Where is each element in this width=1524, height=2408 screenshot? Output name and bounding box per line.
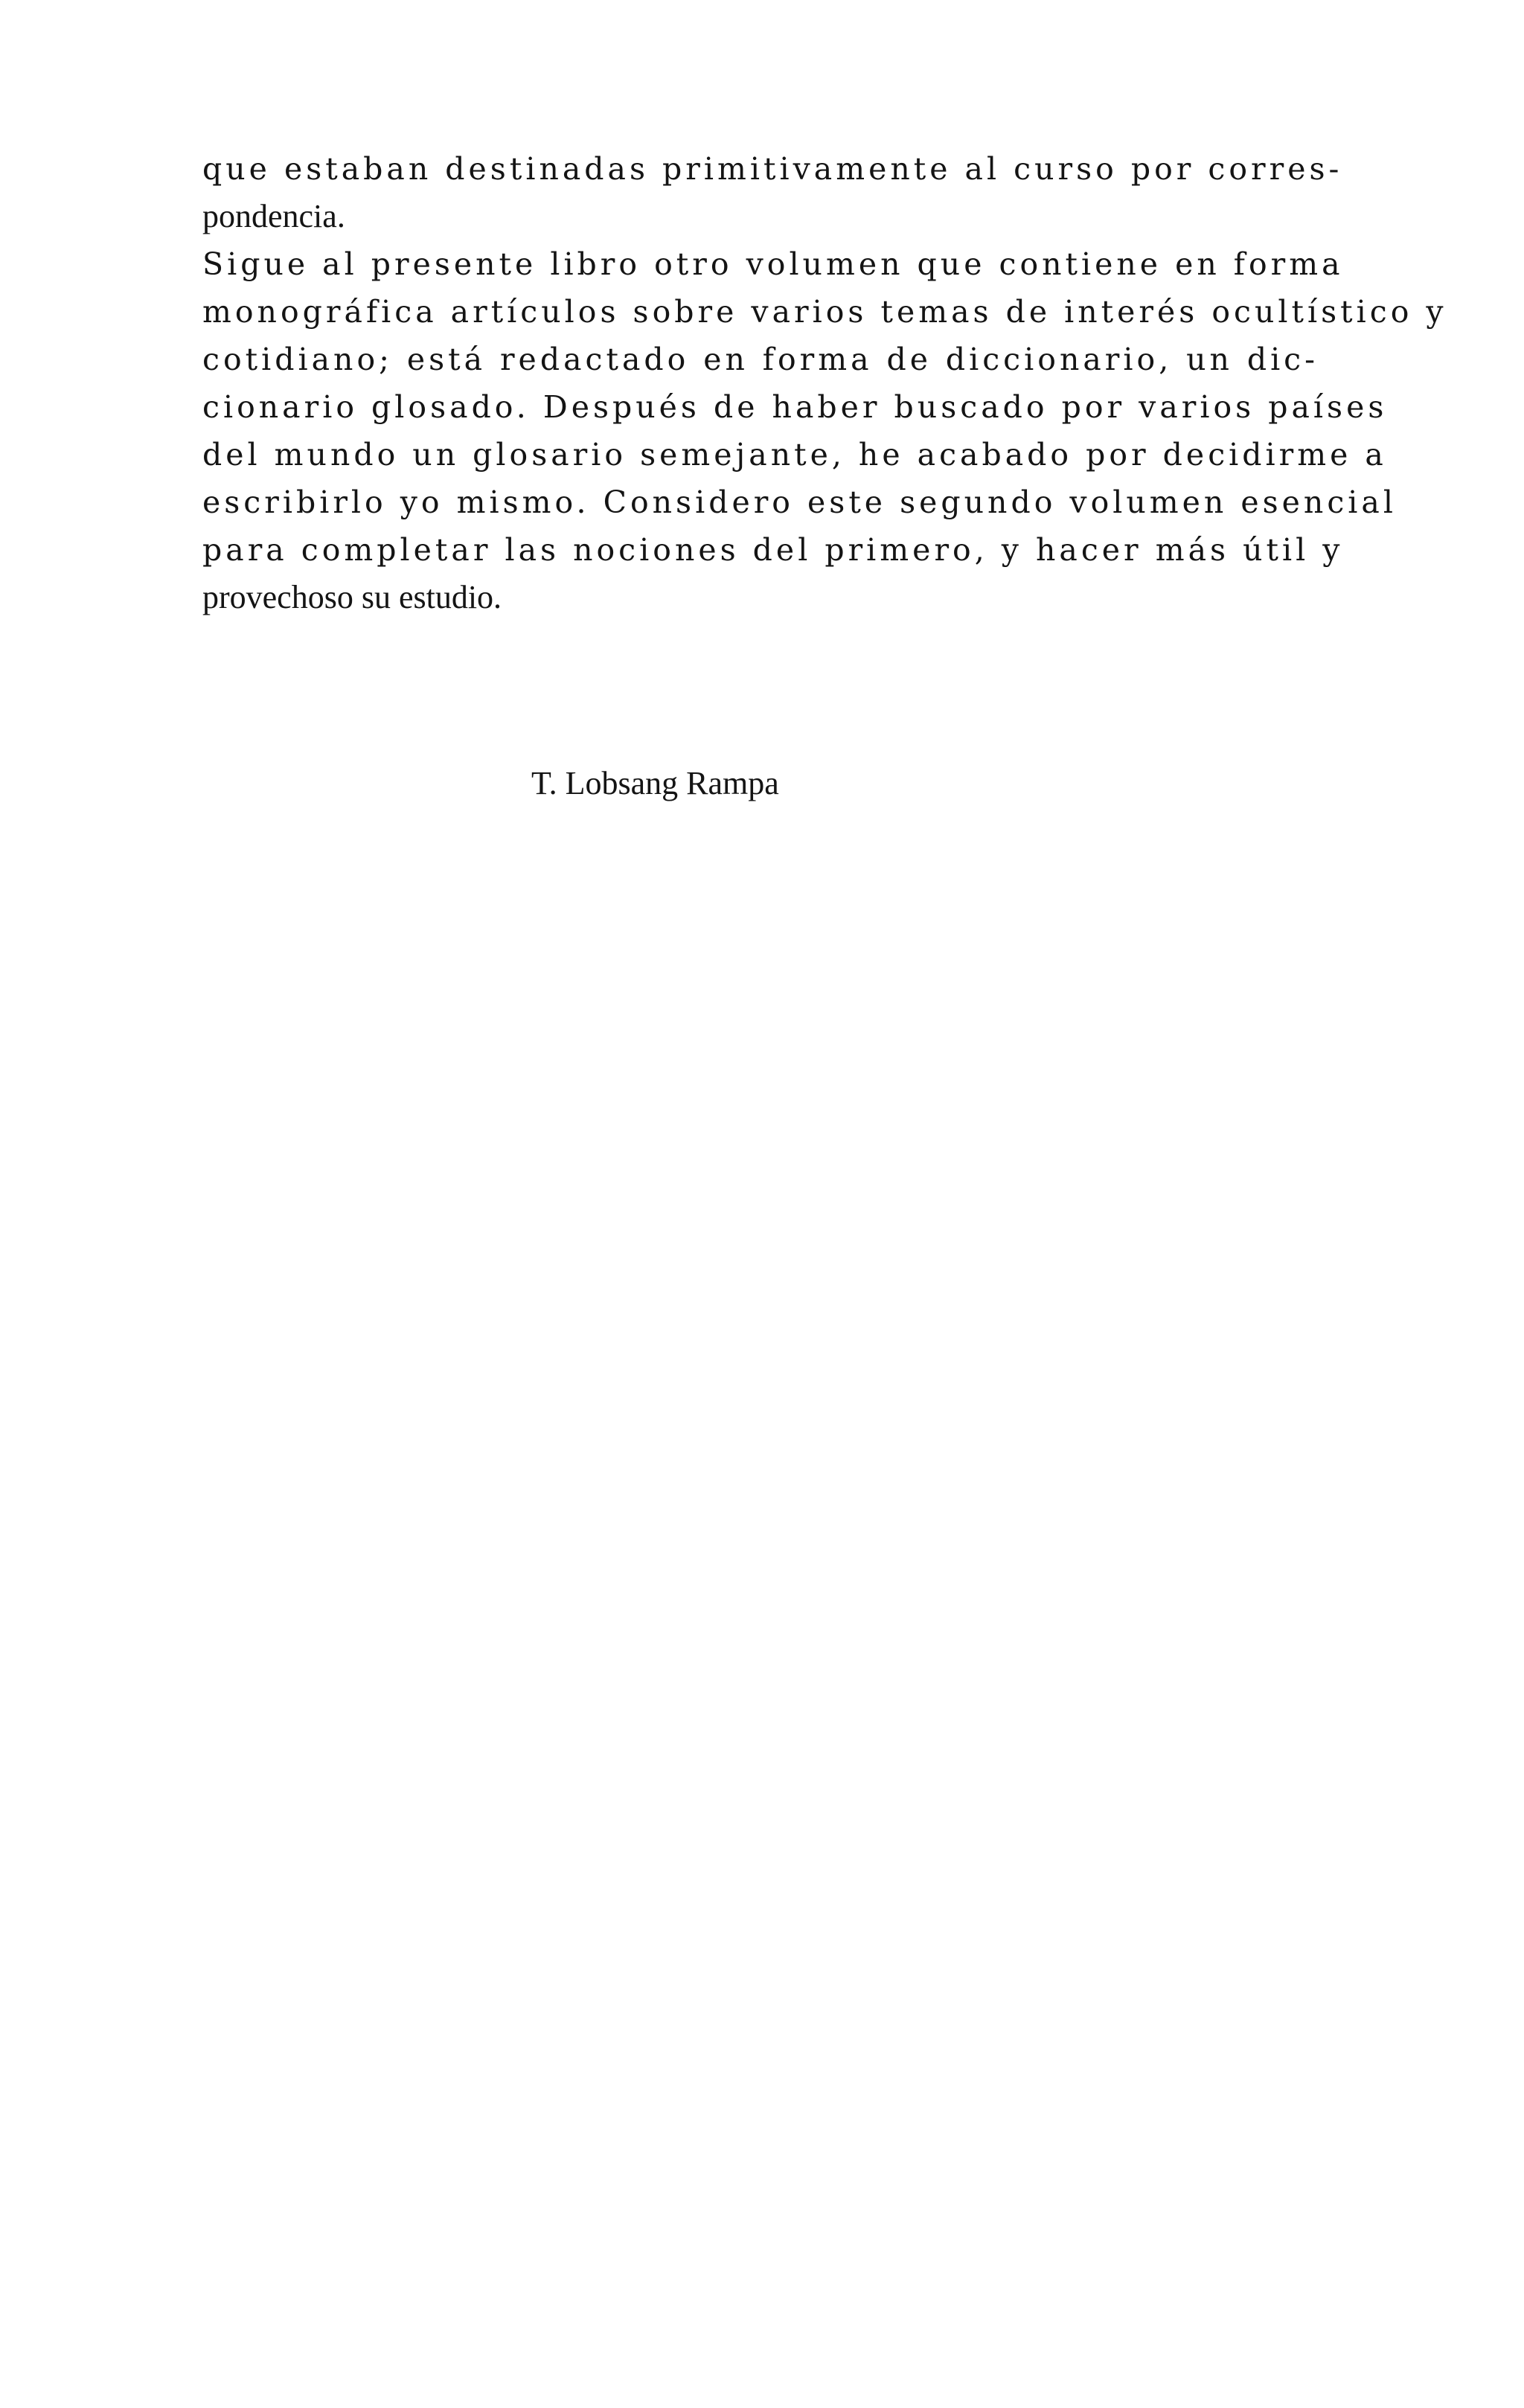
- text-line: que estaban destinadas primitivamente al curso por corres-: [202, 151, 1343, 187]
- text-line: cotidiano; está redactado en forma de diccionario, un dic-: [202, 342, 1319, 377]
- paragraph: [202, 240, 1447, 621]
- text-line: cionario glosado. Después de haber buscado por varios países: [202, 389, 1388, 425]
- text-line: provechoso su estudio.: [202, 579, 502, 615]
- author-signature: T. Lobsang Rampa: [531, 765, 779, 801]
- body-text: [202, 145, 1447, 621]
- text-line: escribirlo yo mismo. Considero este segundo volumen esencial: [202, 484, 1397, 520]
- text-line: Sigue al presente libro otro volumen que contiene en forma: [202, 246, 1344, 282]
- text-line: monográfica artículos sobre varios temas de interés ocultístico y: [202, 294, 1447, 330]
- text-line: pondencia.: [202, 198, 345, 234]
- text-line: del mundo un glosario semejante, he acabado por decidirme a: [202, 437, 1387, 473]
- text-line: para completar las nociones del primero, y hacer más útil y: [202, 532, 1344, 568]
- paragraph: [202, 145, 1343, 240]
